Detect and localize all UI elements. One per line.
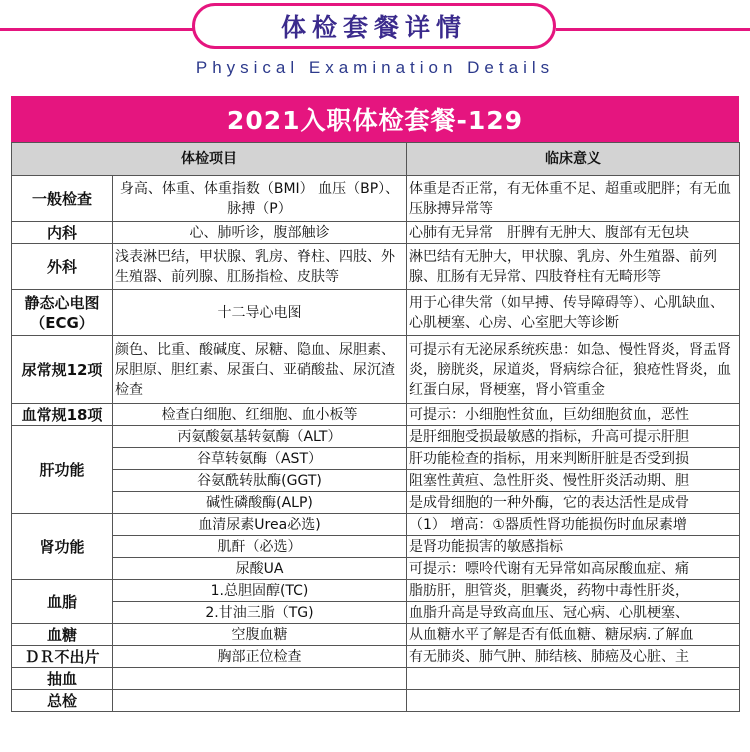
meaning-cell (407, 668, 740, 690)
category-cell: 肾功能 (12, 514, 113, 580)
table-row (12, 536, 740, 558)
table-row (12, 690, 740, 712)
meaning-cell: 是肝细胞受损最敏感的指标，升高可提示肝胆 (407, 426, 740, 448)
meaning-cell (407, 690, 740, 712)
category-cell: 抽血 (12, 668, 113, 690)
category-cell: 外科 (12, 244, 113, 290)
table-row (12, 514, 740, 536)
item-cell: 胸部正位检查 (113, 646, 407, 668)
meaning-cell: 用于心律失常（如早搏、传导障碍等）、心肌缺血、心肌梗塞、心房、心室肥大等诊断 (407, 290, 740, 336)
table-row (12, 580, 740, 602)
table-row (12, 448, 740, 470)
item-cell: 2.甘油三脂（TG) (113, 602, 407, 624)
table-row (12, 244, 740, 290)
meaning-cell: 肝功能检查的指标，用来判断肝脏是否受到损 (407, 448, 740, 470)
table-row (12, 336, 740, 404)
meaning-cell: 有无肺炎、肺气肿、肺结核、肺癌及心脏、主 (407, 646, 740, 668)
category-cell: 一般检查 (12, 176, 113, 222)
item-cell: 谷氨酰转肽酶(GGT) (113, 470, 407, 492)
category-cell: 内科 (12, 222, 113, 244)
package-banner: 2021入职体检套餐-129 (11, 96, 739, 142)
header-line-left (0, 28, 194, 31)
table-row (12, 176, 740, 222)
meaning-cell: 血脂升高是导致高血压、冠心病、心肌梗塞、 (407, 602, 740, 624)
item-cell: 检查白细胞、红细胞、血小板等 (113, 404, 407, 426)
meaning-cell: 脂肪肝，胆管炎，胆囊炎，药物中毒性肝炎， (407, 580, 740, 602)
page-subtitle: Physical Examination Details (195, 58, 555, 77)
table-row (12, 668, 740, 690)
item-cell: 身高、体重、体重指数（BMI） 血压（BP）、脉搏（P） (113, 176, 407, 222)
item-cell: 空腹血糖 (113, 624, 407, 646)
item-cell: 血清尿素Urea必选) (113, 514, 407, 536)
item-cell: 1.总胆固醇(TC) (113, 580, 407, 602)
meaning-cell: 可提示：嘌呤代谢有无异常如高尿酸血症、痛 (407, 558, 740, 580)
item-cell: 十二导心电图 (113, 290, 407, 336)
category-cell: 血糖 (12, 624, 113, 646)
meaning-cell: 可提示有无泌尿系统疾患：如急、慢性肾炎，肾盂肾炎，膀胱炎，尿道炎，肾病综合征，狼疮性肾炎，血红蛋白尿，肾梗塞，肾小管重金 (407, 336, 740, 404)
meaning-cell: 阻塞性黄疸、急性肝炎、慢性肝炎活动期、胆 (407, 470, 740, 492)
item-cell: 谷草转氨酶（AST） (113, 448, 407, 470)
table-row (12, 222, 740, 244)
category-cell: 总检 (12, 690, 113, 712)
item-cell (113, 690, 407, 712)
meaning-cell: 从血糖水平了解是否有低血糖、糖尿病.了解血 (407, 624, 740, 646)
page-header (0, 0, 750, 96)
table-row (12, 646, 740, 668)
category-cell: 血脂 (12, 580, 113, 624)
meaning-cell: （1） 增高：①器质性肾功能损伤时血尿素增 (407, 514, 740, 536)
table-row (12, 624, 740, 646)
exam-table (11, 142, 740, 712)
item-cell: 浅表淋巴结，甲状腺、乳房、脊柱、四肢、外生殖器、前列腺、肛肠指检、皮肤等 (113, 244, 407, 290)
category-cell: 肝功能 (12, 426, 113, 514)
meaning-cell: 是肾功能损害的敏感指标 (407, 536, 740, 558)
meaning-cell: 是成骨细胞的一种外酶，它的表达活性是成骨 (407, 492, 740, 514)
item-cell: 肌酐（必选） (113, 536, 407, 558)
table-row (12, 470, 740, 492)
meaning-cell: 心肺有无异常 肝脾有无肿大、腹部有无包块 (407, 222, 740, 244)
category-cell: 尿常规12项 (12, 336, 113, 404)
title-pill (192, 3, 556, 49)
item-cell: 碱性磷酸酶(ALP) (113, 492, 407, 514)
table-row (12, 290, 740, 336)
table-row (12, 492, 740, 514)
item-cell: 尿酸UA (113, 558, 407, 580)
header-line-right (556, 28, 750, 31)
table-row (12, 602, 740, 624)
category-cell: 静态心电图（ECG） (12, 290, 113, 336)
col-header-meaning: 临床意义 (407, 143, 740, 176)
item-cell (113, 668, 407, 690)
table-row (12, 426, 740, 448)
meaning-cell: 可提示：小细胞性贫血，巨幼细胞贫血，恶性 (407, 404, 740, 426)
meaning-cell: 体重是否正常，有无体重不足、超重或肥胖；有无血压脉搏异常等 (407, 176, 740, 222)
item-cell: 心、肺听诊，腹部触诊 (113, 222, 407, 244)
item-cell: 颜色、比重、酸碱度、尿糖、隐血、尿胆素、尿胆原、胆红素、尿蛋白、亚硝酸盐、尿沉渣检查 (113, 336, 407, 404)
item-cell: 丙氨酸氨基转氨酶（ALT） (113, 426, 407, 448)
meaning-cell: 淋巴结有无肿大，甲状腺、乳房、外生殖器、前列腺、肛肠有无异常、四肢脊柱有无畸形等 (407, 244, 740, 290)
page-title: 体检套餐详情 (280, 13, 467, 42)
table-row (12, 558, 740, 580)
category-cell: ＤＲ不出片 (12, 646, 113, 668)
table-header-row (12, 143, 740, 176)
category-cell: 血常规18项 (12, 404, 113, 426)
col-header-item: 体检项目 (12, 143, 407, 176)
table-row (12, 404, 740, 426)
